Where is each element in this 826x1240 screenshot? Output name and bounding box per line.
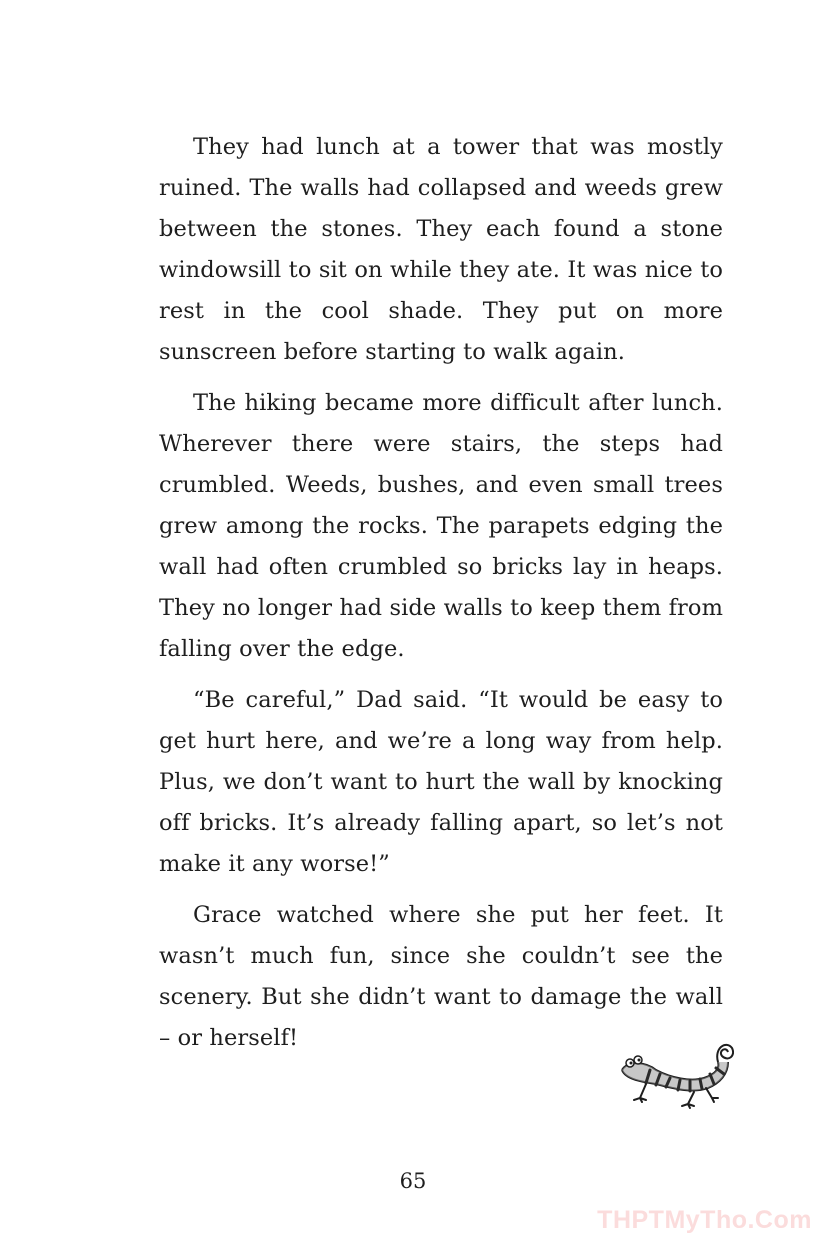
paragraph-3: “Be careful,” Dad said. “It would be easy to get hurt here, and we’re a long way from help. Plus, we don’t want to hurt the wall by knocking off bricks. It’s already falling apart, so let’s not make it any worse!” [159,687,723,877]
lizard-icon [616,1038,734,1118]
paragraph-2: The hiking became more difficult after lunch. Wherever there were stairs, the steps had crumbled. Weeds, bushes, and even small trees grew among the rocks. The parapets edging the wall had often crumbled so bricks lay in heaps. They no longer had side walls to keep them from falling over the edge. [159,390,723,662]
paragraph-4: Grace watched where she put her feet. It wasn’t much fun, since she couldn’t see the scenery. But she didn’t want to damage the wall – or herself! [159,902,723,1051]
paragraph-1: They had lunch at a tower that was mostly ruined. The walls had collapsed and weeds grew between the stones. They each found a stone windowsill to sit on while they ate. It was nice to rest in the cool shade. They put on more sunscreen before starting to walk again. [159,134,723,365]
body-text [159,127,723,1059]
watermark: THPTMyTho.Com [597,1206,812,1234]
page-number: 65 [399,1169,427,1193]
